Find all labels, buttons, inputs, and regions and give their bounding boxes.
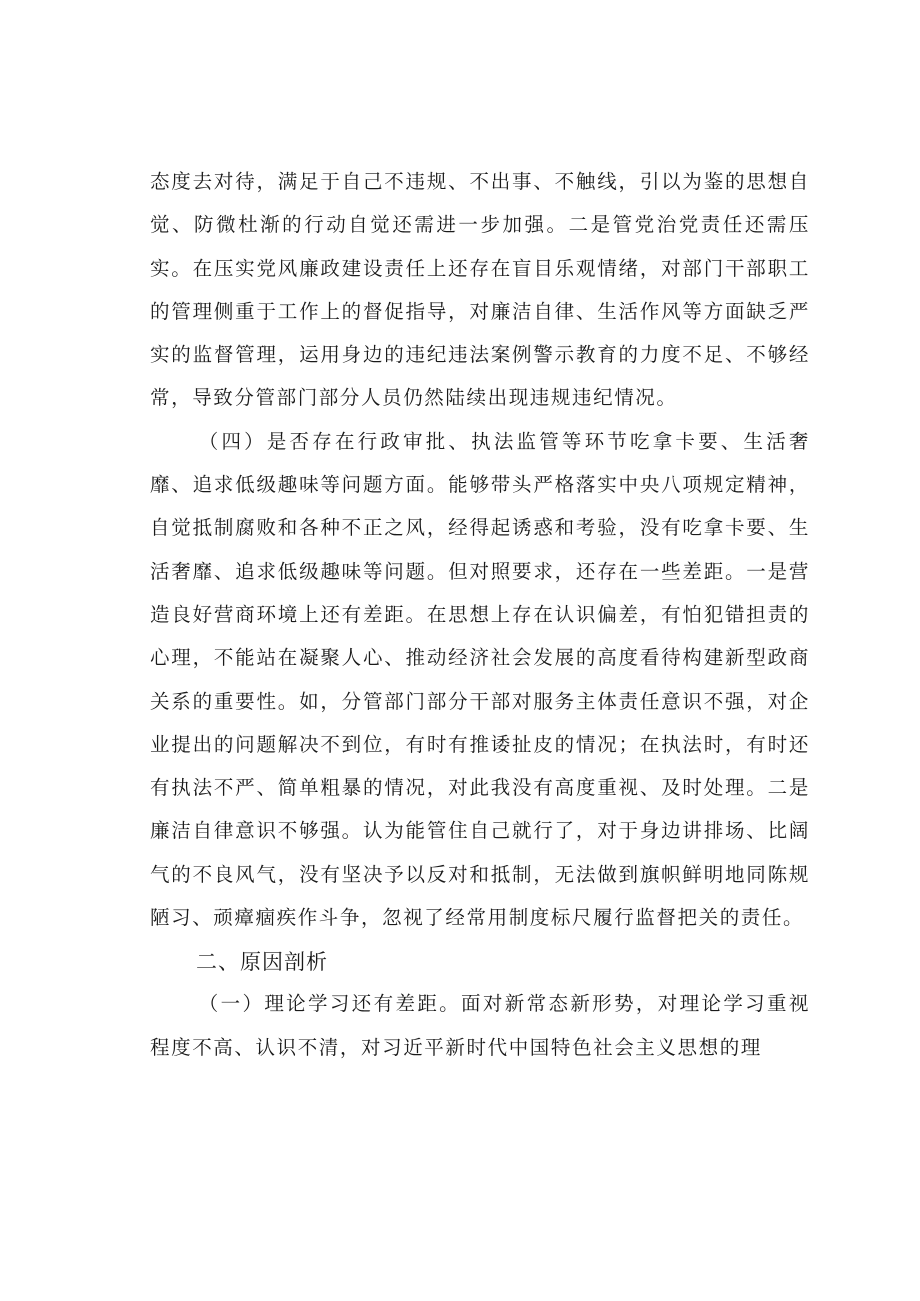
- paragraph-cause-one: （一）理论学习还有差距。面对新常态新形势，对理论学习重视程度不高、认识不清，对习近平新时代中国特色社会主义思想的理: [150, 992, 810, 1059]
- continued-paragraph: 态度去对待，满足于自己不违规、不出事、不触线，引以为鉴的思想自觉、防微杜渐的行动自觉还需进一步加强。二是管党治党责任还需压实。在压实党风廉政建设责任上还存在盲目乐观情绪，对部门干部职工的管理侧重于工作上的督促指导，对廉洁自律、生活作风等方面缺乏严实的监督管理，运用身边的违纪违法案例警示教育的力度不足、不够经常，导致分管部门部分人员仍然陆续出现违规违纪情况。: [150, 170, 810, 410]
- document-body: [150, 160, 810, 1069]
- section-heading: 二、原因剖析: [196, 950, 328, 975]
- paragraph-section-four: （四）是否存在行政审批、执法监管等环节吃拿卡要、生活奢靡、追求低级趣味等问题方面。能够带头严格落实中央八项规定精神，自觉抵制腐败和各种不正之风，经得起诱惑和考验，没有吃拿卡要、生活奢靡、追求低级趣味等问题。但对照要求，还存在一些差距。一是营造良好营商环境上还有差距。在思想上存在认识偏差，有怕犯错担责的心理，不能站在凝聚人心、推动经济社会发展的高度看待构建新型政商关系的重要性。如，分管部门部分干部对服务主体责任意识不强，对企业提出的问题解决不到位，有时有推诿扯皮的情况；在执法时，有时还有执法不严、简单粗暴的情况，对此我没有高度重视、及时处理。二是廉洁自律意识不够强。认为能管住自己就行了，对于身边讲排场、比阔气的不良风气，没有坚决予以反对和抵制，无法做到旗帜鲜明地同陈规陋习、顽瘴痼疾作斗争，忽视了经常用制度标尺履行监督把关的责任。: [150, 429, 810, 930]
